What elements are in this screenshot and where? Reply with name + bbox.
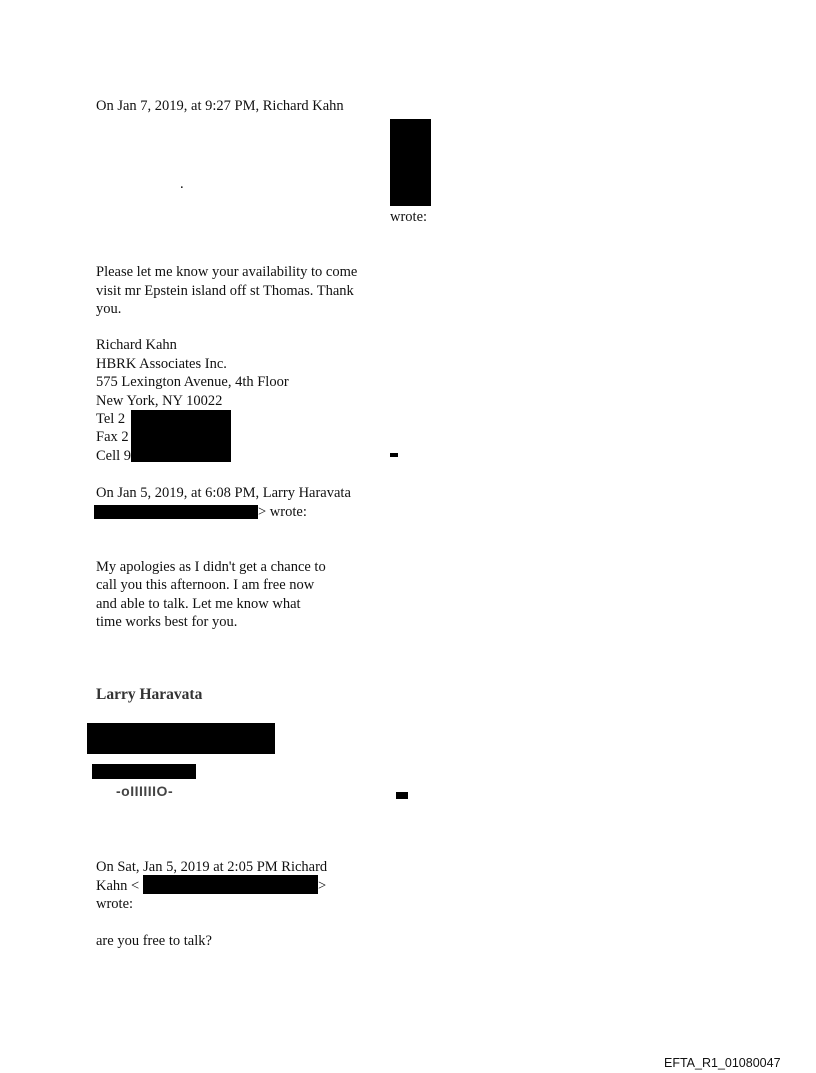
signature-1-address-2: New York, NY 10022 — [96, 393, 223, 409]
reply-header-2: On Jan 5, 2019, at 6:08 PM, Larry Haravata — [96, 485, 351, 501]
message-1-line-3: you. — [96, 301, 122, 317]
reply-header-1: On Jan 7, 2019, at 9:27 PM, Richard Kahn — [96, 98, 344, 114]
signature-1-fax: Fax 2 — [96, 429, 129, 445]
reply-header-3-line-1: On Sat, Jan 5, 2019 at 2:05 PM Richard — [96, 859, 328, 875]
message-2-line-4: time works best for you. — [96, 614, 238, 630]
redaction-block — [92, 764, 196, 779]
reply-header-3-line-2-prefix: Kahn < — [96, 878, 140, 894]
message-2-line-3: and able to talk. Let me know what — [96, 596, 301, 612]
message-1-line-1: Please let me know your availability to come — [96, 264, 358, 280]
reply-header-2-wrote: > wrote: — [258, 504, 307, 520]
redaction-mark — [390, 453, 398, 457]
message-2-line-1: My apologies as I didn't get a chance to — [96, 559, 326, 575]
signature-1-address-1: 575 Lexington Avenue, 4th Floor — [96, 374, 289, 390]
redaction-block — [131, 410, 231, 462]
message-2-line-2: call you this afternoon. I am free now — [96, 577, 315, 593]
reply-header-3-line-2-suffix: > — [318, 878, 327, 894]
reply-header-3-line-3: wrote: — [96, 896, 134, 912]
message-3-line: are you free to talk? — [96, 933, 212, 949]
stray-dot: . — [180, 176, 184, 192]
message-1-line-2: visit mr Epstein island off st Thomas. Thank — [96, 283, 354, 299]
redaction-mark — [396, 792, 408, 799]
signature-1-tel: Tel 2 — [96, 411, 126, 427]
signature-2-name: Larry Haravata — [96, 686, 203, 703]
document-id: EFTA_R1_01080047 — [664, 1056, 781, 1070]
redaction-block — [390, 119, 431, 206]
redaction-block — [94, 505, 258, 519]
redaction-block — [87, 723, 275, 754]
signature-1-cell: Cell 9 — [96, 448, 132, 464]
redaction-block — [143, 875, 318, 894]
signature-1-name: Richard Kahn — [96, 337, 177, 353]
reply-header-1-wrote: wrote: — [390, 209, 428, 225]
signature-1-company: HBRK Associates Inc. — [96, 356, 227, 372]
signature-2-logo: -oIIIIIIO- — [116, 783, 174, 799]
